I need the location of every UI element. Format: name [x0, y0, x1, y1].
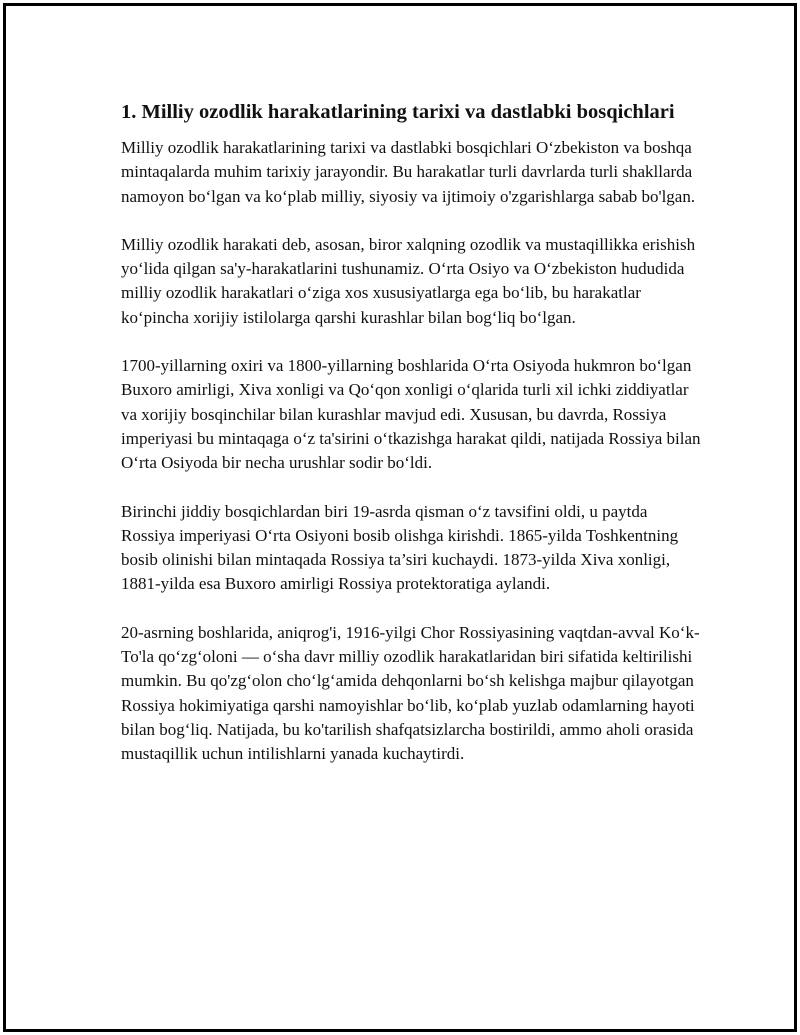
section-heading: 1. Milliy ozodlik harakatlarining tarixi va dastlabki bosqichlari — [121, 101, 675, 123]
page-frame — [3, 3, 797, 1032]
document-body — [121, 98, 701, 791]
paragraph-4: Birinchi jiddiy bosqichlardan biri 19-asrda qisman o‘z tavsifini oldi, u paytda Rossiya imperiyasi O‘rta Osiyoni bosib olishga kirishdi. 1865-yilda Toshkentning bosib olinishi bilan mintaqada Rossiya ta’siri kuchaydi. 1873-yilda Xiva xonligi, 1881-yilda esa Buxoro amirligi Rossiya protektoratiga aylandi. — [121, 501, 679, 594]
paragraph-2: Milliy ozodlik harakati deb, asosan, biror xalqning ozodlik va mustaqillikka erishish yo‘lida qilgan sa'y-harakatlarini tushunamiz. O‘rta Osiyo va O‘zbekiston hududida milliy ozodlik harakatlari o‘ziga xos xususiyatlarga ega bo‘lib, bu harakatlar ko‘pincha xorijiy istilolarga qarshi kurashlar bilan bog‘liq bo‘lgan. — [121, 234, 696, 327]
paragraph-1: Milliy ozodlik harakatlarining tarixi va dastlabki bosqichlari O‘zbekiston va boshqa mintaqalarda muhim tarixiy jarayondir. Bu harakatlar turli davrlarda turli shakllarda namoyon bo‘lgan va ko‘plab milliy, siyosiy va ijtimoiy o'zgarishlarga sabab bo'lgan. — [121, 138, 696, 206]
paragraph-5: 20-asrning boshlarida, aniqrog'i, 1916-yilgi Chor Rossiyasining vaqtdan-avval Ko‘k-To'la qo‘zg‘oloni — o‘sha davr milliy ozodlik harakatlaridan biri sifatida keltirilishi mumkin. Bu qo'zg‘olon cho‘lg‘amida dehqonlarni bo‘sh kelishga majbur qilayotgan Rossiya hokimiyatiga qarshi namoyishlar bo‘lib, ko‘plab yuzlab odamlarning hayoti bilan bog‘liq. Natijada, bu ko'tarilish shafqatsizlarcha bostirildi, ammo aholi orasida mustaqillik uchun intilishlarni yanada kuchaytirdi. — [121, 622, 700, 764]
paragraph-3: 1700-yillarning oxiri va 1800-yillarning boshlarida O‘rta Osiyoda hukmron bo‘lgan Buxoro amirligi, Xiva xonligi va Qo‘qon xonligi o‘qlarida turli xil ichki ziddiyatlar va xorijiy bosqinchilar bilan kurashlar mavjud edi. Xususan, bu davrda, Rossiya imperiyasi bu mintaqaga o‘z ta'sirini o‘tkazishga harakat qildi, natijada Rossiya bilan O‘rta Osiyoda bir necha urushlar sodir bo‘ldi. — [121, 356, 701, 473]
